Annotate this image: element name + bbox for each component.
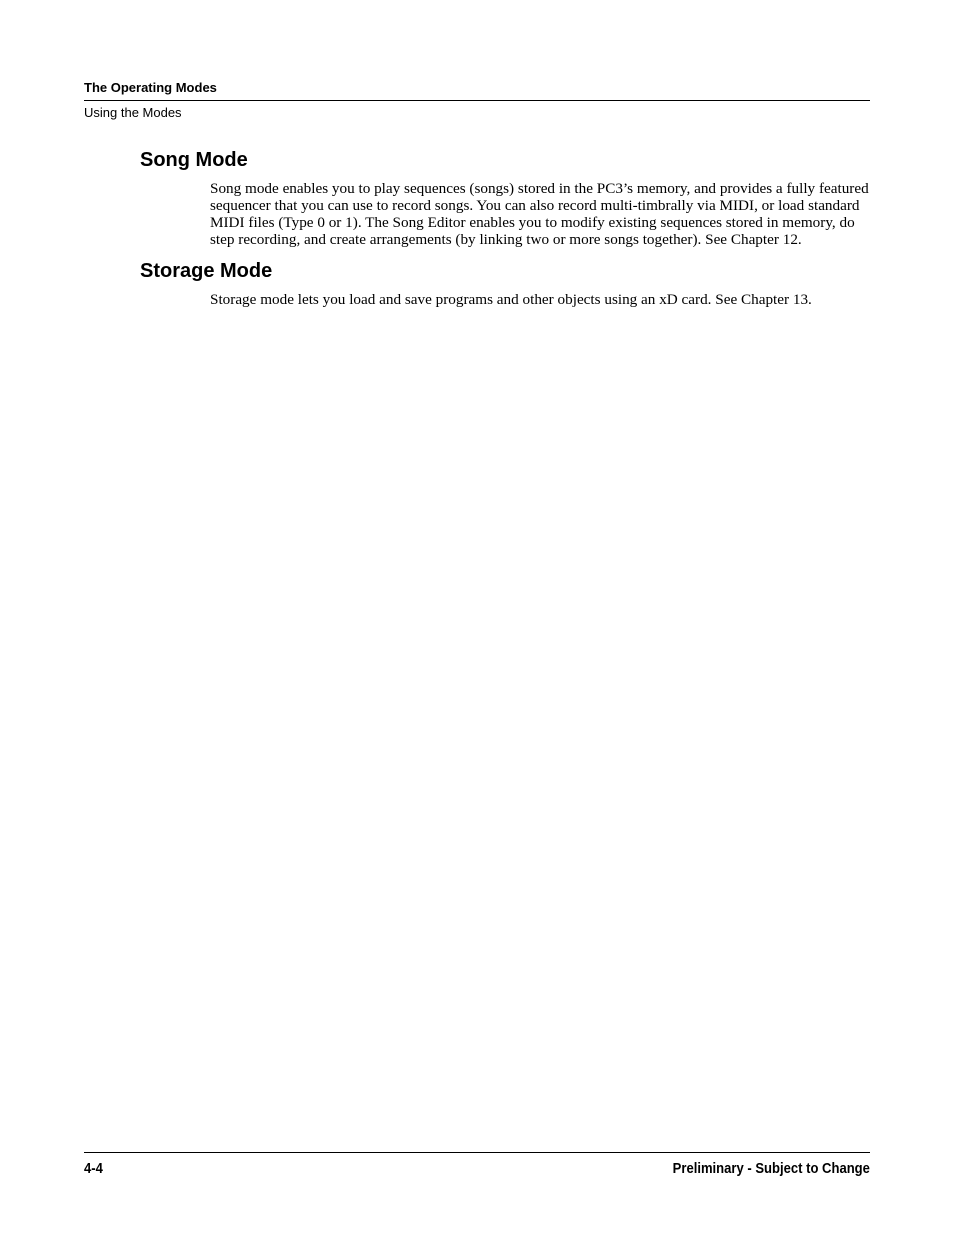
page-number: 4-4 [84,1161,103,1177]
song-mode-heading: Song Mode [140,149,248,171]
storage-mode-heading: Storage Mode [140,260,273,282]
chapter-title: The Operating Modes [84,80,217,95]
storage-mode-section [140,257,870,308]
section-title: Using the Modes [84,105,182,120]
footer-notice: Preliminary - Subject to Change [672,1161,870,1177]
footer-row [84,1160,870,1178]
song-mode-paragraph: Song mode enables you to play sequences (songs) stored in the PC3’s memory, and provides a fully featured sequencer that you can use to record songs. You can also record multi-timbrally via MIDI, or load standard MIDI files (Type 0 or 1). The Song Editor enables you to modify existing sequences stored in memory, do step recording, and create arrangements (by linking two or more songs together). See Chapter 12. [210,180,869,248]
storage-mode-paragraph: Storage mode lets you load and save programs and other objects using an xD card. See Chapter 13. [210,291,812,308]
running-header [84,80,870,121]
header-rule [84,100,870,101]
page-footer [84,1152,870,1178]
page-content [140,146,870,308]
song-mode-section [140,146,870,248]
footer-rule [84,1152,870,1153]
